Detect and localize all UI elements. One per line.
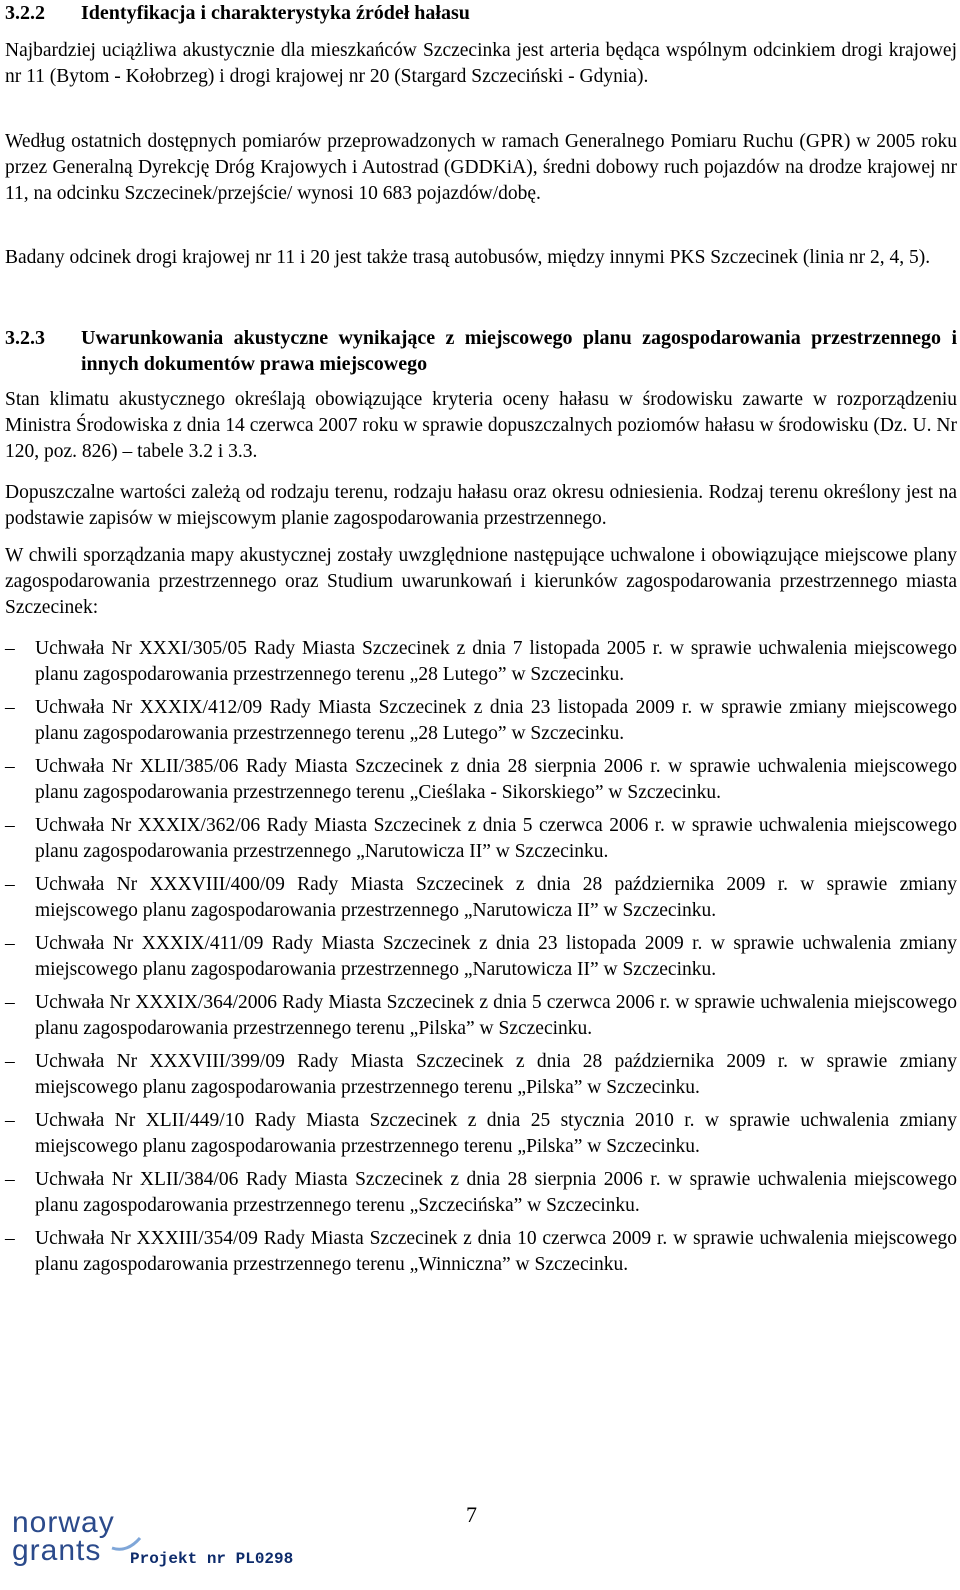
page-number: 7 [466, 1502, 477, 1527]
paragraph-text: Badany odcinek drogi krajowej nr 11 i 20 jest także trasą autobusów, między innymi PKS Szczecinek (linia nr 2, 4, 5). [5, 247, 931, 268]
list-item [5, 1226, 957, 1278]
paragraph [5, 38, 957, 90]
list-item-text: Uchwała Nr XXXVIII/399/09 Rady Miasta Szczecinek z dnia 28 października 2009 r. w sprawie zmiany miejscowego planu zagospodarowania przestrzennego terenu „Pilska” w Szczecinku. [35, 1051, 957, 1098]
resolution-list [5, 636, 957, 1285]
list-item-text: Uchwała Nr XXXIX/411/09 Rady Miasta Szczecinek z dnia 23 listopada 2009 r. w sprawie uchwalenia zmiany miejscowego planu zagospodarowania przestrzennego „Narutowicza II” w Szczecinku. [35, 933, 957, 980]
paragraph [5, 129, 957, 207]
list-marker: – [5, 874, 15, 895]
list-item [5, 1167, 957, 1219]
paragraph-text: Najbardziej uciążliwa akustycznie dla mieszkańców Szczecinka jest arteria będąca wspólnym odcinkiem drogi krajowej nr 11 (Bytom - Kołobrzeg) i drogi krajowej nr 20 (Stargard Szczeciński - Gdynia). [5, 40, 957, 87]
list-item [5, 872, 957, 924]
list-marker: – [5, 815, 15, 836]
paragraph [5, 480, 957, 532]
list-item [5, 695, 957, 747]
list-item-text: Uchwała Nr XXXIX/362/06 Rady Miasta Szczecinek z dnia 5 czerwca 2006 r. w sprawie uchwalenia miejscowego planu zagospodarowania przestrzennego „Narutowicza II” w Szczecinku. [35, 815, 957, 862]
list-marker: – [5, 992, 15, 1013]
paragraph [5, 387, 957, 465]
list-item-text: Uchwała Nr XLII/449/10 Rady Miasta Szczecinek z dnia 25 stycznia 2010 r. w sprawie uchwalenia zmiany miejscowego planu zagospodarowania przestrzennego terenu „Pilska” w Szczecinku. [35, 1110, 957, 1157]
list-item-text: Uchwała Nr XXXVIII/400/09 Rady Miasta Szczecinek z dnia 28 października 2009 r. w sprawie zmiany miejscowego planu zagospodarowania przestrzennego „Narutowicza II” w Szczecinku. [35, 874, 957, 921]
list-item-text: Uchwała Nr XXXIX/412/09 Rady Miasta Szczecinek z dnia 23 listopada 2009 r. w sprawie zmiany miejscowego planu zagospodarowania przestrzennego terenu „28 Lutego” w Szczecinku. [35, 697, 957, 744]
section-323-heading [5, 325, 957, 377]
list-marker: – [5, 1228, 15, 1249]
list-item [5, 813, 957, 865]
list-item [5, 636, 957, 688]
paragraph [5, 245, 957, 271]
list-item [5, 1049, 957, 1101]
section-number: 3.2.3 [5, 327, 45, 349]
list-item-text: Uchwała Nr XLII/385/06 Rady Miasta Szczecinek z dnia 28 sierpnia 2006 r. w sprawie uchwalenia miejscowego planu zagospodarowania przestrzennego terenu „Cieślaka - Sikorskiego” w Szczecinku. [35, 756, 957, 803]
list-item [5, 754, 957, 806]
norway-grants-logo [12, 1508, 312, 1578]
list-marker: – [5, 1051, 15, 1072]
list-marker: – [5, 933, 15, 954]
section-title: Identyfikacja i charakterystyka źródeł hałasu [81, 2, 470, 24]
section-number: 3.2.2 [5, 2, 45, 24]
list-item-text: Uchwała Nr XXXIX/364/2006 Rady Miasta Szczecinek z dnia 5 czerwca 2006 r. w sprawie uchwalenia miejscowego planu zagospodarowania przestrzennego terenu „Pilska” w Szczecinku. [35, 992, 957, 1039]
list-marker: – [5, 1169, 15, 1190]
list-marker: – [5, 756, 15, 777]
paragraph-text: Według ostatnich dostępnych pomiarów przeprowadzonych w ramach Generalnego Pomiaru Ruchu (GPR) w 2005 roku przez Generalną Dyrekcję Dróg Krajowych i Autostrad (GDDKiA), średni dobowy ruch pojazdów na drodze krajowej nr 11, na odcinku Szczecinek/przejście/ wynosi 10 683 pojazdów/dobę. [5, 131, 957, 204]
list-item [5, 1108, 957, 1160]
paragraph-text: Stan klimatu akustycznego określają obowiązujące kryteria oceny hałasu w środowisku zawarte w rozporządzeniu Ministra Środowiska z dnia 14 czerwca 2007 roku w sprawie dopuszczalnych poziomów hałasu w środowisku (Dz. U. Nr 120, poz. 826) – tabele 3.2 i 3.3. [5, 389, 957, 462]
section-322-heading [5, 0, 957, 26]
list-item [5, 990, 957, 1042]
section-title: Uwarunkowania akustyczne wynikające z miejscowego planu zagospodarowania przestrzennego i innych dokumentów prawa miejscowego [81, 327, 957, 375]
list-item-text: Uchwała Nr XXXIII/354/09 Rady Miasta Szczecinek z dnia 10 czerwca 2009 r. w sprawie uchwalenia miejscowego planu zagospodarowania przestrzennego terenu „Winniczna” w Szczecinku. [35, 1228, 957, 1275]
paragraph-text: Dopuszczalne wartości zależą od rodzaju terenu, rodzaju hałasu oraz okresu odniesienia. Rodzaj terenu określony jest na podstawie zapisów w miejscowym planie zagospodarowania przestrzennego. [5, 482, 957, 529]
list-item-text: Uchwała Nr XLII/384/06 Rady Miasta Szczecinek z dnia 28 sierpnia 2006 r. w sprawie uchwalenia miejscowego planu zagospodarowania przestrzennego terenu „Szczecińska” w Szczecinku. [35, 1169, 957, 1216]
paragraph [5, 543, 957, 621]
list-marker: – [5, 1110, 15, 1131]
paragraph-text: W chwili sporządzania mapy akustycznej zostały uwzględnione następujące uchwalone i obowiązujące miejscowe plany zagospodarowania przestrzennego oraz Studium uwarunkowań i kierunków zagospodarowania przestrzennego miasta Szczecinek: [5, 545, 957, 618]
list-marker: – [5, 638, 15, 659]
logo-line-2: grants [12, 1534, 102, 1567]
list-marker: – [5, 697, 15, 718]
list-item [5, 931, 957, 983]
logo-line-1: norway [12, 1506, 115, 1539]
project-label: Projekt nr PL0298 [130, 1550, 294, 1568]
list-item-text: Uchwała Nr XXXI/305/05 Rady Miasta Szczecinek z dnia 7 listopada 2005 r. w sprawie uchwalenia miejscowego planu zagospodarowania przestrzennego terenu „28 Lutego” w Szczecinku. [35, 638, 957, 685]
